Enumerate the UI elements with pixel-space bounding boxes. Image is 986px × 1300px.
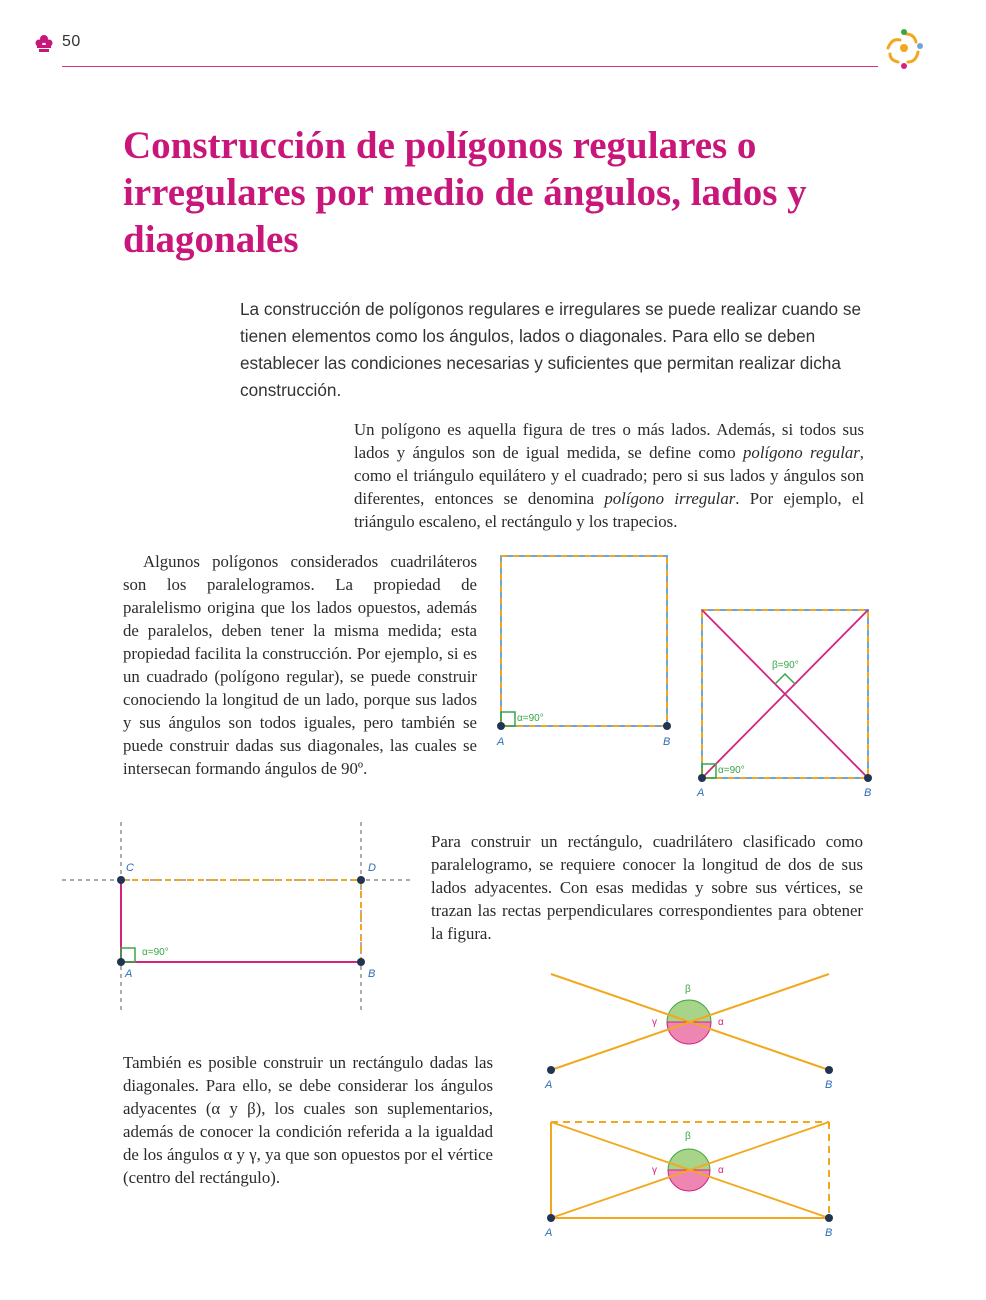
beta-label: β xyxy=(685,1131,691,1142)
gamma-label: γ xyxy=(652,1017,657,1028)
quadrilaterals-paragraph: Algunos polígonos considerados cuadriláteros son los paralelogramos. La propiedad de paralelismo origina que los lados opuestos, además de paralelos, deben tener la misma medida; esta propiedad facilita la construcción. Por ejemplo, si es un cuadrado (polígono regular), se puede construir conociendo la longitud de un lado, porque sus lados y sus ángulos son todos iguales, pero también se puede construir dadas sus diagonales, las cuales se intersecan formando ángulos de 90º. xyxy=(123,552,477,778)
vertex-a-label: A xyxy=(545,1227,553,1239)
vertex-b-label: B xyxy=(368,968,376,980)
intro-paragraph: La construcción de polígonos regulares e irregulares se puede realizar cuando se tienen elementos como los ángulos, lados o diagonales. Para ello se deben establecer las condiciones necesarias y suficientes que permitan realizar dicha construcción. xyxy=(240,299,862,400)
angle-label: α=90° xyxy=(517,713,544,724)
diagonals-paragraph: También es posible construir un rectángulo dadas las diagonales. Para ello, se debe considerar los ángulos adyacentes (α y β), los cuales son suplementarios, además de conocer la condición referida a la igualdad de los ángulos α y γ, ya que son opuestos por el vértice (centro del rectángulo). xyxy=(123,1053,493,1187)
vertex-a-label: A xyxy=(697,787,705,799)
rectangle-paragraph: Para construir un rectángulo, cuadrilátero clasificado como paralelogramo, se requiere conocer la longitud de dos de sus lados adyacentes. Con esas medidas y sobre sus vértices, se trazan las rectas perpendiculares correspondientes para obtener la figura. xyxy=(431,832,863,943)
term-irregular-polygon: polígono irregular xyxy=(604,489,736,508)
alpha-label: α xyxy=(718,1017,724,1028)
term-regular-polygon: polígono regular xyxy=(743,443,860,462)
page-number: 50 xyxy=(62,33,81,50)
definition-paragraph: Un polígono es aquella figura de tres o más lados. Además, si todos sus lados y ángulos son de igual medida, se define como polígono regular, como el triángulo equilátero y el cuadrado; pero si sus lados y ángulos son diferentes, entonces se denomina polígono irregular. Por ejemplo, el triángulo escaleno, el rectángulo y los trapecios. xyxy=(354,420,864,531)
square-diagonals-figure xyxy=(690,600,890,800)
vertex-b-label: B xyxy=(825,1227,833,1239)
flower-emblem-icon xyxy=(34,33,54,55)
vertex-b-label: B xyxy=(864,787,872,799)
vertex-b-label: B xyxy=(825,1079,833,1091)
vertex-c-label: C xyxy=(126,862,134,874)
vertex-a-label: A xyxy=(125,968,133,980)
vertex-b-label: B xyxy=(663,736,671,748)
angle-label: α=90° xyxy=(718,765,745,776)
angle-label: α=90° xyxy=(142,947,169,958)
vertex-d-label: D xyxy=(368,862,376,874)
page-title: Construcción de polígonos regulares o irregulares por medio de ángulos, lados y diagonales xyxy=(123,124,807,261)
vertex-a-label: A xyxy=(497,736,505,748)
crossing-lines-figure xyxy=(540,962,840,1092)
alpha-label: α xyxy=(718,1165,724,1176)
header-rule xyxy=(62,66,878,67)
gamma-label: γ xyxy=(652,1165,657,1176)
beta-label: β=90° xyxy=(772,660,799,671)
colorful-sun-logo-icon xyxy=(882,26,926,70)
rectangle-perpendiculars-figure xyxy=(60,818,420,1018)
rectangle-diagonals-figure xyxy=(540,1112,840,1242)
vertex-a-label: A xyxy=(545,1079,553,1091)
beta-label: β xyxy=(685,984,691,995)
square-side-figure xyxy=(490,550,680,750)
